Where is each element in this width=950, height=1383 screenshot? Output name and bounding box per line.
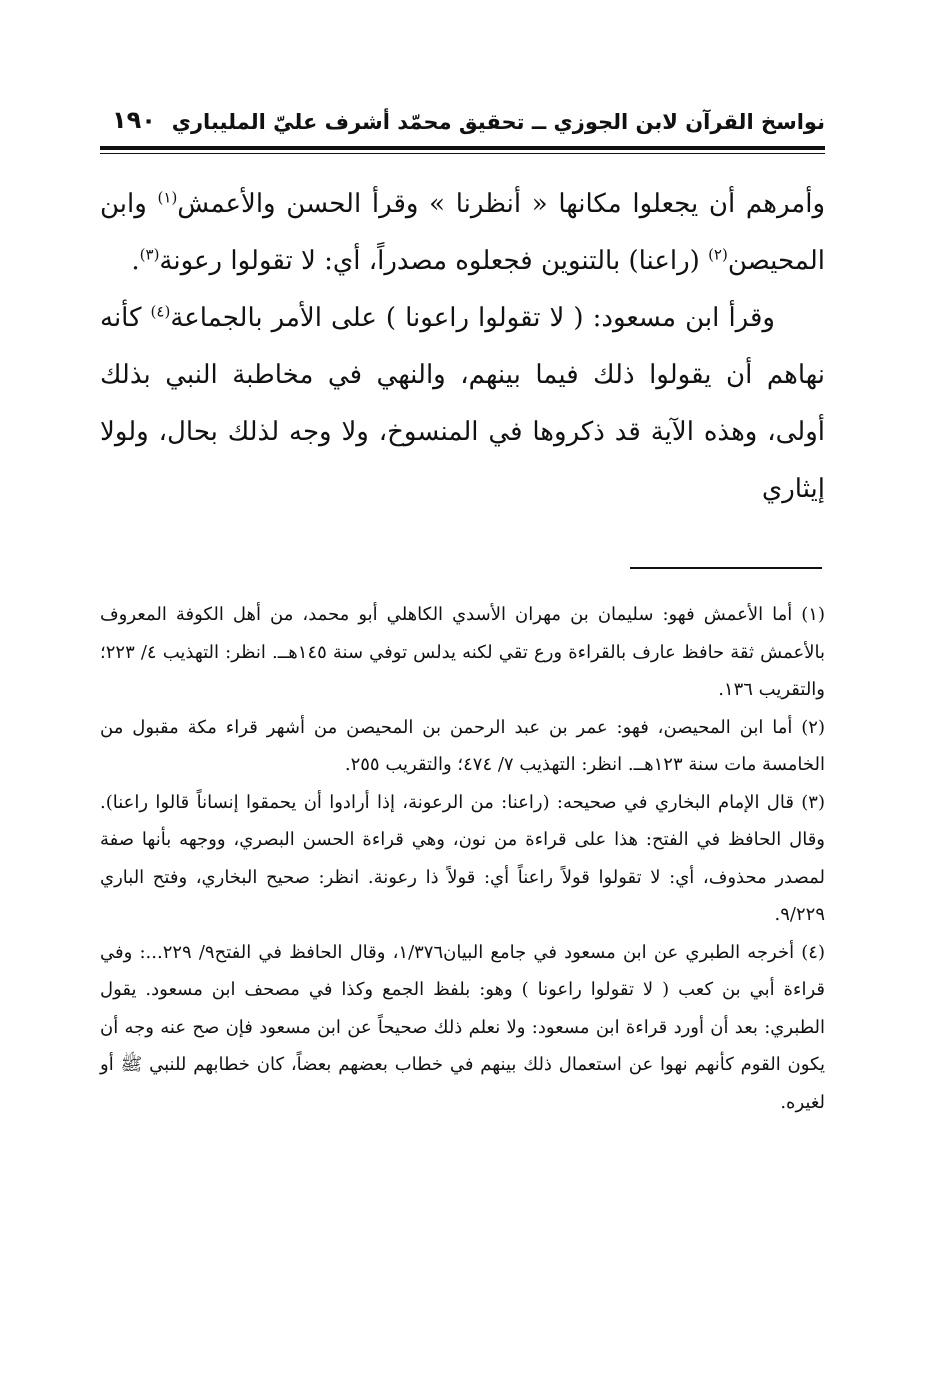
- text-run: وقرأ ابن مسعود: ( لا تقولوا راعونا ) على الأمر بالجماعة: [170, 303, 775, 333]
- footnote-3: (٣) قال الإمام البخاري في صحيحه: (راعنا: من الرعونة، إذا أرادوا أن يحمقوا إنساناً قالوا راعنا). وقال الحافظ في الفتح: هذا على قراءة من نون، وهي قراءة الحسن البصري، ووجهه بأنها صفة لمصدر محذوف، أي: لا تقولوا قولاً راعناً أي: قولاً ذا رعونة. انظر: صحيح البخاري، وفتح الباري ٩/٢٢٩.: [100, 791, 825, 925]
- footnote-1: (١) أما الأعمش فهو: سليمان بن مهران الأسدي الكاهلي أبو محمد، من أهل الكوفة المعروف بالأعمش ثقة حافظ عارف بالقراءة ورع تقي لكنه يدلس توفي سنة ١٤٥هــ. انظر: التهذيب ٤/ ٢٢٣؛ والتقريب ١٣٦.: [100, 604, 826, 700]
- running-header: [92, 102, 825, 146]
- header-rule-thick: [100, 146, 825, 150]
- header-title: نواسخ القرآن لابن الجوزي ــ تحقيق محمّد أشرف عليّ المليباري: [171, 110, 825, 134]
- footnote-ref-1: (١): [157, 188, 178, 207]
- page-number: ١٩٠: [112, 106, 156, 134]
- footnotes: [100, 596, 825, 1121]
- text-run: (راعنا) بالتنوين فجعلوه مصدراً، أي: لا تقولوا رعونة: [159, 246, 709, 276]
- footnote-ref-4: (٤): [150, 302, 171, 321]
- footnote-2: (٢) أما ابن المحيصن، فهو: عمر بن عبد الرحمن بن المحيصن من أشهر قراء مكة مقبول من الخامسة مات سنة ١٢٣هــ. انظر: التهذيب ٧/ ٤٧٤؛ والتقريب ٢٥٥.: [100, 716, 825, 775]
- text-run: وأمرهم أن يجعلوا مكانها « أنظرنا » وقرأ الحسن والأعمش: [177, 189, 825, 219]
- header-rule-thin: [100, 153, 825, 154]
- footnote-ref-3: (٣): [139, 245, 160, 264]
- main-paragraph-1: [100, 176, 825, 290]
- footnote-ref-2: (٢): [708, 245, 728, 264]
- main-text: [100, 176, 825, 518]
- footnote-separator: [630, 567, 822, 569]
- text-run: وابن المحيصن: [100, 189, 825, 276]
- text-run: كأنه نهاهم أن يقولوا ذلك فيما بينهم، والنهي في مخاطبة النبي بذلك أولى، وهذه الآية قد ذكروها في المنسوخ، ولا وجه لذلك بحال، ولولا إيثاري: [100, 303, 825, 504]
- main-paragraph-2: [100, 290, 825, 518]
- text-run: .: [131, 246, 140, 276]
- footnote-4: (٤) أخرجه الطبري عن ابن مسعود في جامع البيان١/٣٧٦، وقال الحافظ في الفتح٩/ ٢٢٩...: وفي قراءة أبي بن كعب ( لا تقولوا راعونا ) وهو: بلفظ الجمع وكذا في مصحف ابن مسعود. يقول الطبري: بعد أن أورد قراءة ابن مسعود: ولا نعلم ذلك صحيحاً عن ابن مسعود فإن صح عنه وجه أن يكون القوم كأنهم نهوا عن استعمال ذلك بينهم في خطاب بعضهم بعضاً، كان خطابهم للنبي ﷺ أو لغيره.: [100, 941, 825, 1113]
